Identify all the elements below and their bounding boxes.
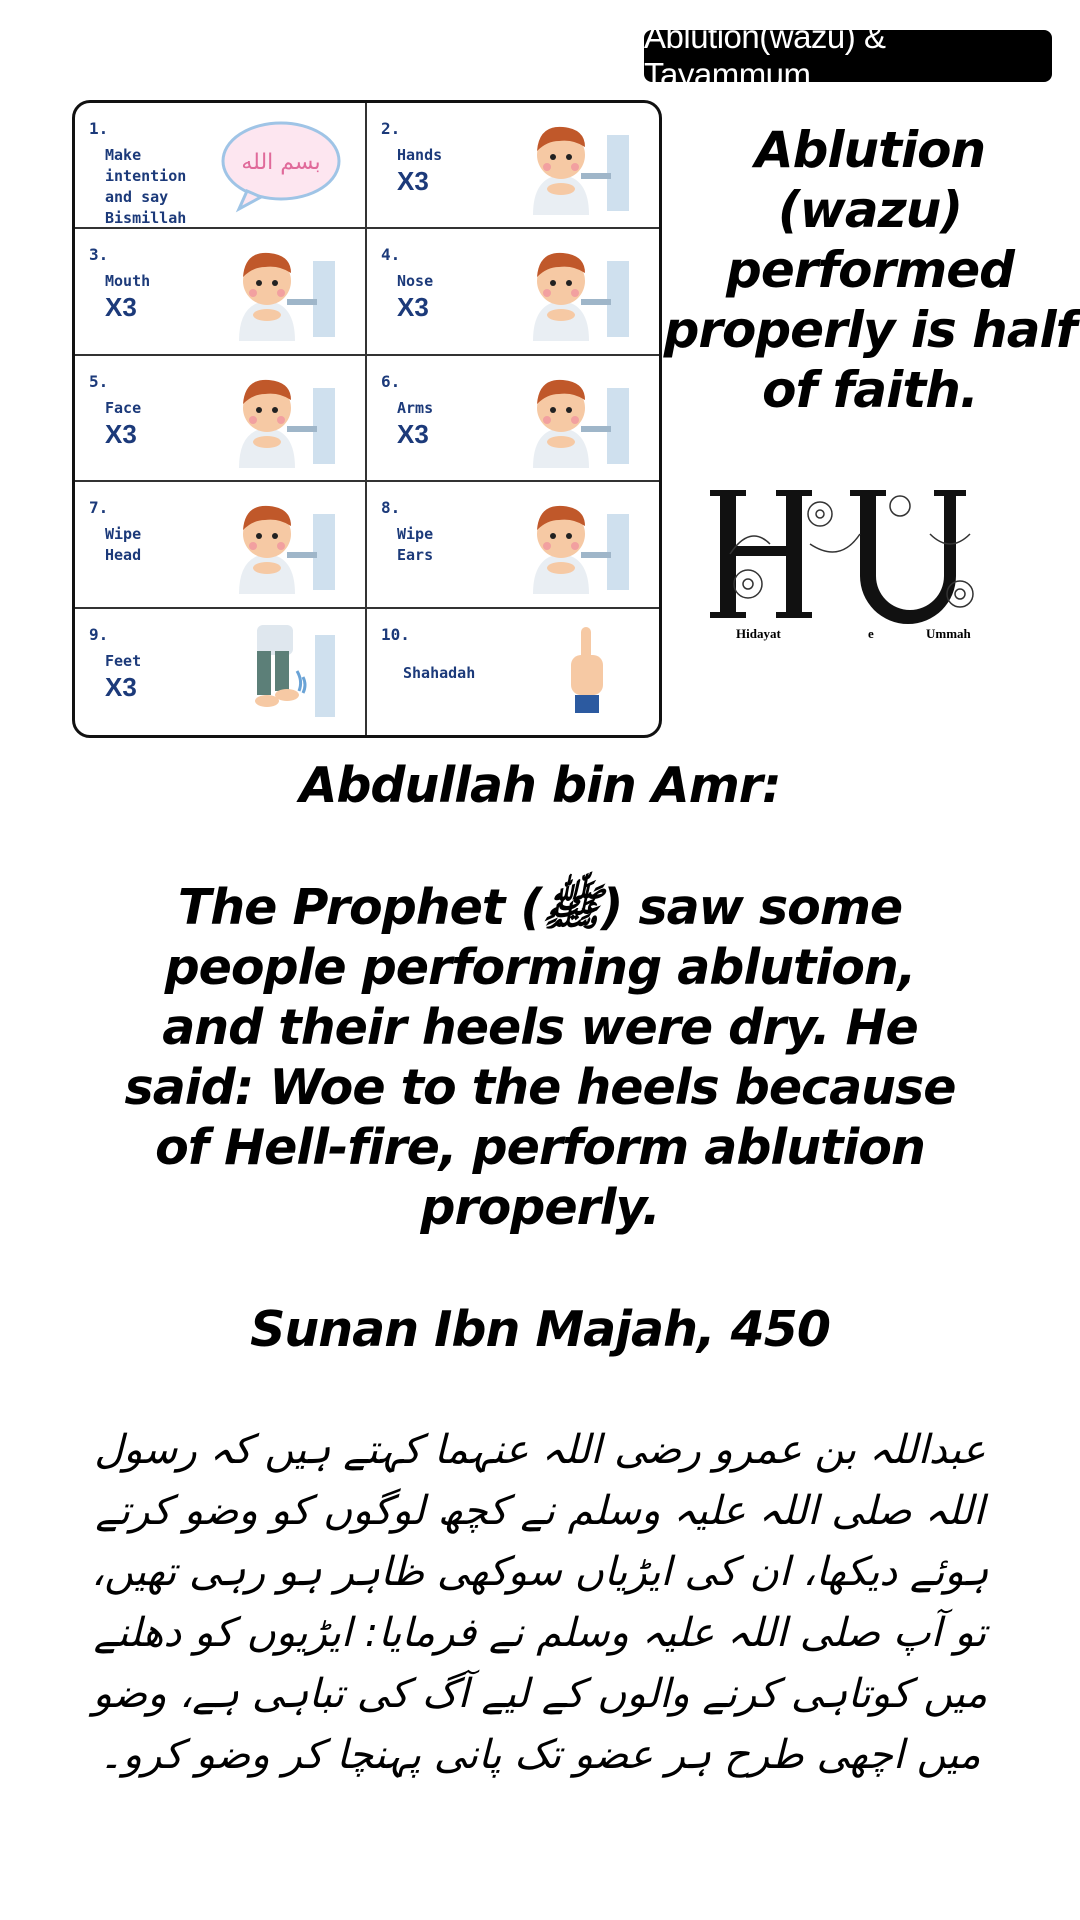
washing-boy-icon bbox=[217, 494, 345, 594]
washing-boy-icon bbox=[511, 494, 639, 594]
step-label: Make intention and say Bismillah bbox=[105, 146, 187, 227]
washing-boy-icon bbox=[511, 241, 639, 341]
step-number: 5. bbox=[89, 371, 109, 391]
step-number: 8. bbox=[381, 498, 401, 518]
step-number: 4. bbox=[381, 245, 401, 265]
narrator: Abdullah bin Amr: bbox=[299, 757, 781, 814]
step-label: Wipe Ears bbox=[397, 525, 434, 565]
washing-boy-icon bbox=[217, 368, 345, 468]
step-cell bbox=[75, 229, 367, 355]
step-number: 7. bbox=[89, 498, 109, 518]
step-label: Hands bbox=[397, 146, 443, 164]
washing-boy-icon bbox=[217, 241, 345, 341]
step-number: 10. bbox=[381, 624, 410, 644]
step-label: Feet bbox=[105, 651, 142, 670]
step-label: Wipe Head bbox=[105, 525, 142, 565]
step-count: X3 bbox=[105, 418, 137, 449]
step-label: Mouth bbox=[105, 272, 151, 291]
hu-monogram-icon bbox=[700, 484, 1020, 634]
step-number: 1. bbox=[89, 119, 109, 138]
step-cell bbox=[75, 609, 367, 735]
step-label: Shahadah bbox=[403, 663, 476, 682]
step-cell bbox=[75, 103, 367, 229]
step-label: Face bbox=[105, 398, 142, 417]
step-count: X3 bbox=[397, 418, 429, 449]
step-cell bbox=[367, 103, 659, 229]
washing-boy-icon bbox=[511, 115, 639, 215]
step-number: 2. bbox=[381, 119, 401, 138]
logo-text-e: e bbox=[868, 626, 874, 641]
step-label: Arms bbox=[397, 398, 434, 417]
washing-boy-icon bbox=[511, 368, 639, 468]
step-number: 9. bbox=[89, 624, 109, 644]
raised-finger-icon bbox=[511, 621, 639, 721]
step-count: X3 bbox=[397, 292, 429, 323]
page-heading: Ablution (wazu) performed properly is half of faith. bbox=[663, 121, 1077, 419]
step-number: 6. bbox=[381, 371, 401, 391]
washing-feet-icon bbox=[217, 621, 345, 721]
step-number: 3. bbox=[89, 245, 109, 265]
step-count: X3 bbox=[397, 166, 429, 196]
step-cell bbox=[75, 482, 367, 608]
hadith-reference: Sunan Ibn Majah, 450 bbox=[250, 1301, 830, 1358]
bismillah-speech-icon bbox=[217, 115, 345, 215]
category-tag: Ablution(wazu) & Tayammum bbox=[644, 30, 1052, 82]
hidayat-e-ummah-logo bbox=[700, 484, 1020, 664]
step-cell bbox=[367, 609, 659, 735]
ablution-steps-grid bbox=[72, 100, 662, 738]
hadith-text: The Prophet (ﷺ) saw some people performing ablution, and their heels were dry. He said: Woe to the heels because of Hell-fire, perform ablution properly. bbox=[124, 879, 956, 1236]
logo-text-ummah: Ummah bbox=[926, 626, 971, 641]
logo-text-hidayat: Hidayat bbox=[736, 626, 781, 641]
step-cell bbox=[367, 482, 659, 608]
svg-text:بسم الله: بسم الله bbox=[241, 150, 321, 175]
step-count: X3 bbox=[105, 671, 137, 702]
step-cell bbox=[367, 229, 659, 355]
step-cell bbox=[75, 356, 367, 482]
step-cell bbox=[367, 356, 659, 482]
step-count: X3 bbox=[105, 292, 137, 323]
step-label: Nose bbox=[397, 272, 434, 291]
urdu-translation: عبداللہ بن عمرو رضی اللہ عنہما کہتے ہیں کہ رسول اللہ صلی اللہ علیہ وسلم نے کچھ لوگوں کو وضو کرتے ہوئے دیکھا، ان کی ایڑیاں سوکھی ظاہر ہو رہی تھیں، تو آپ صلی اللہ علیہ وسلم نے فرمایا: ایڑیوں کو دھلنے میں کوتاہی کرنے والوں کے لیے آگ کی تباہی ہے، وضو میں اچھی طرح ہر عضو تک پانی پہنچا کر وضو کرو۔ bbox=[91, 1427, 989, 1778]
